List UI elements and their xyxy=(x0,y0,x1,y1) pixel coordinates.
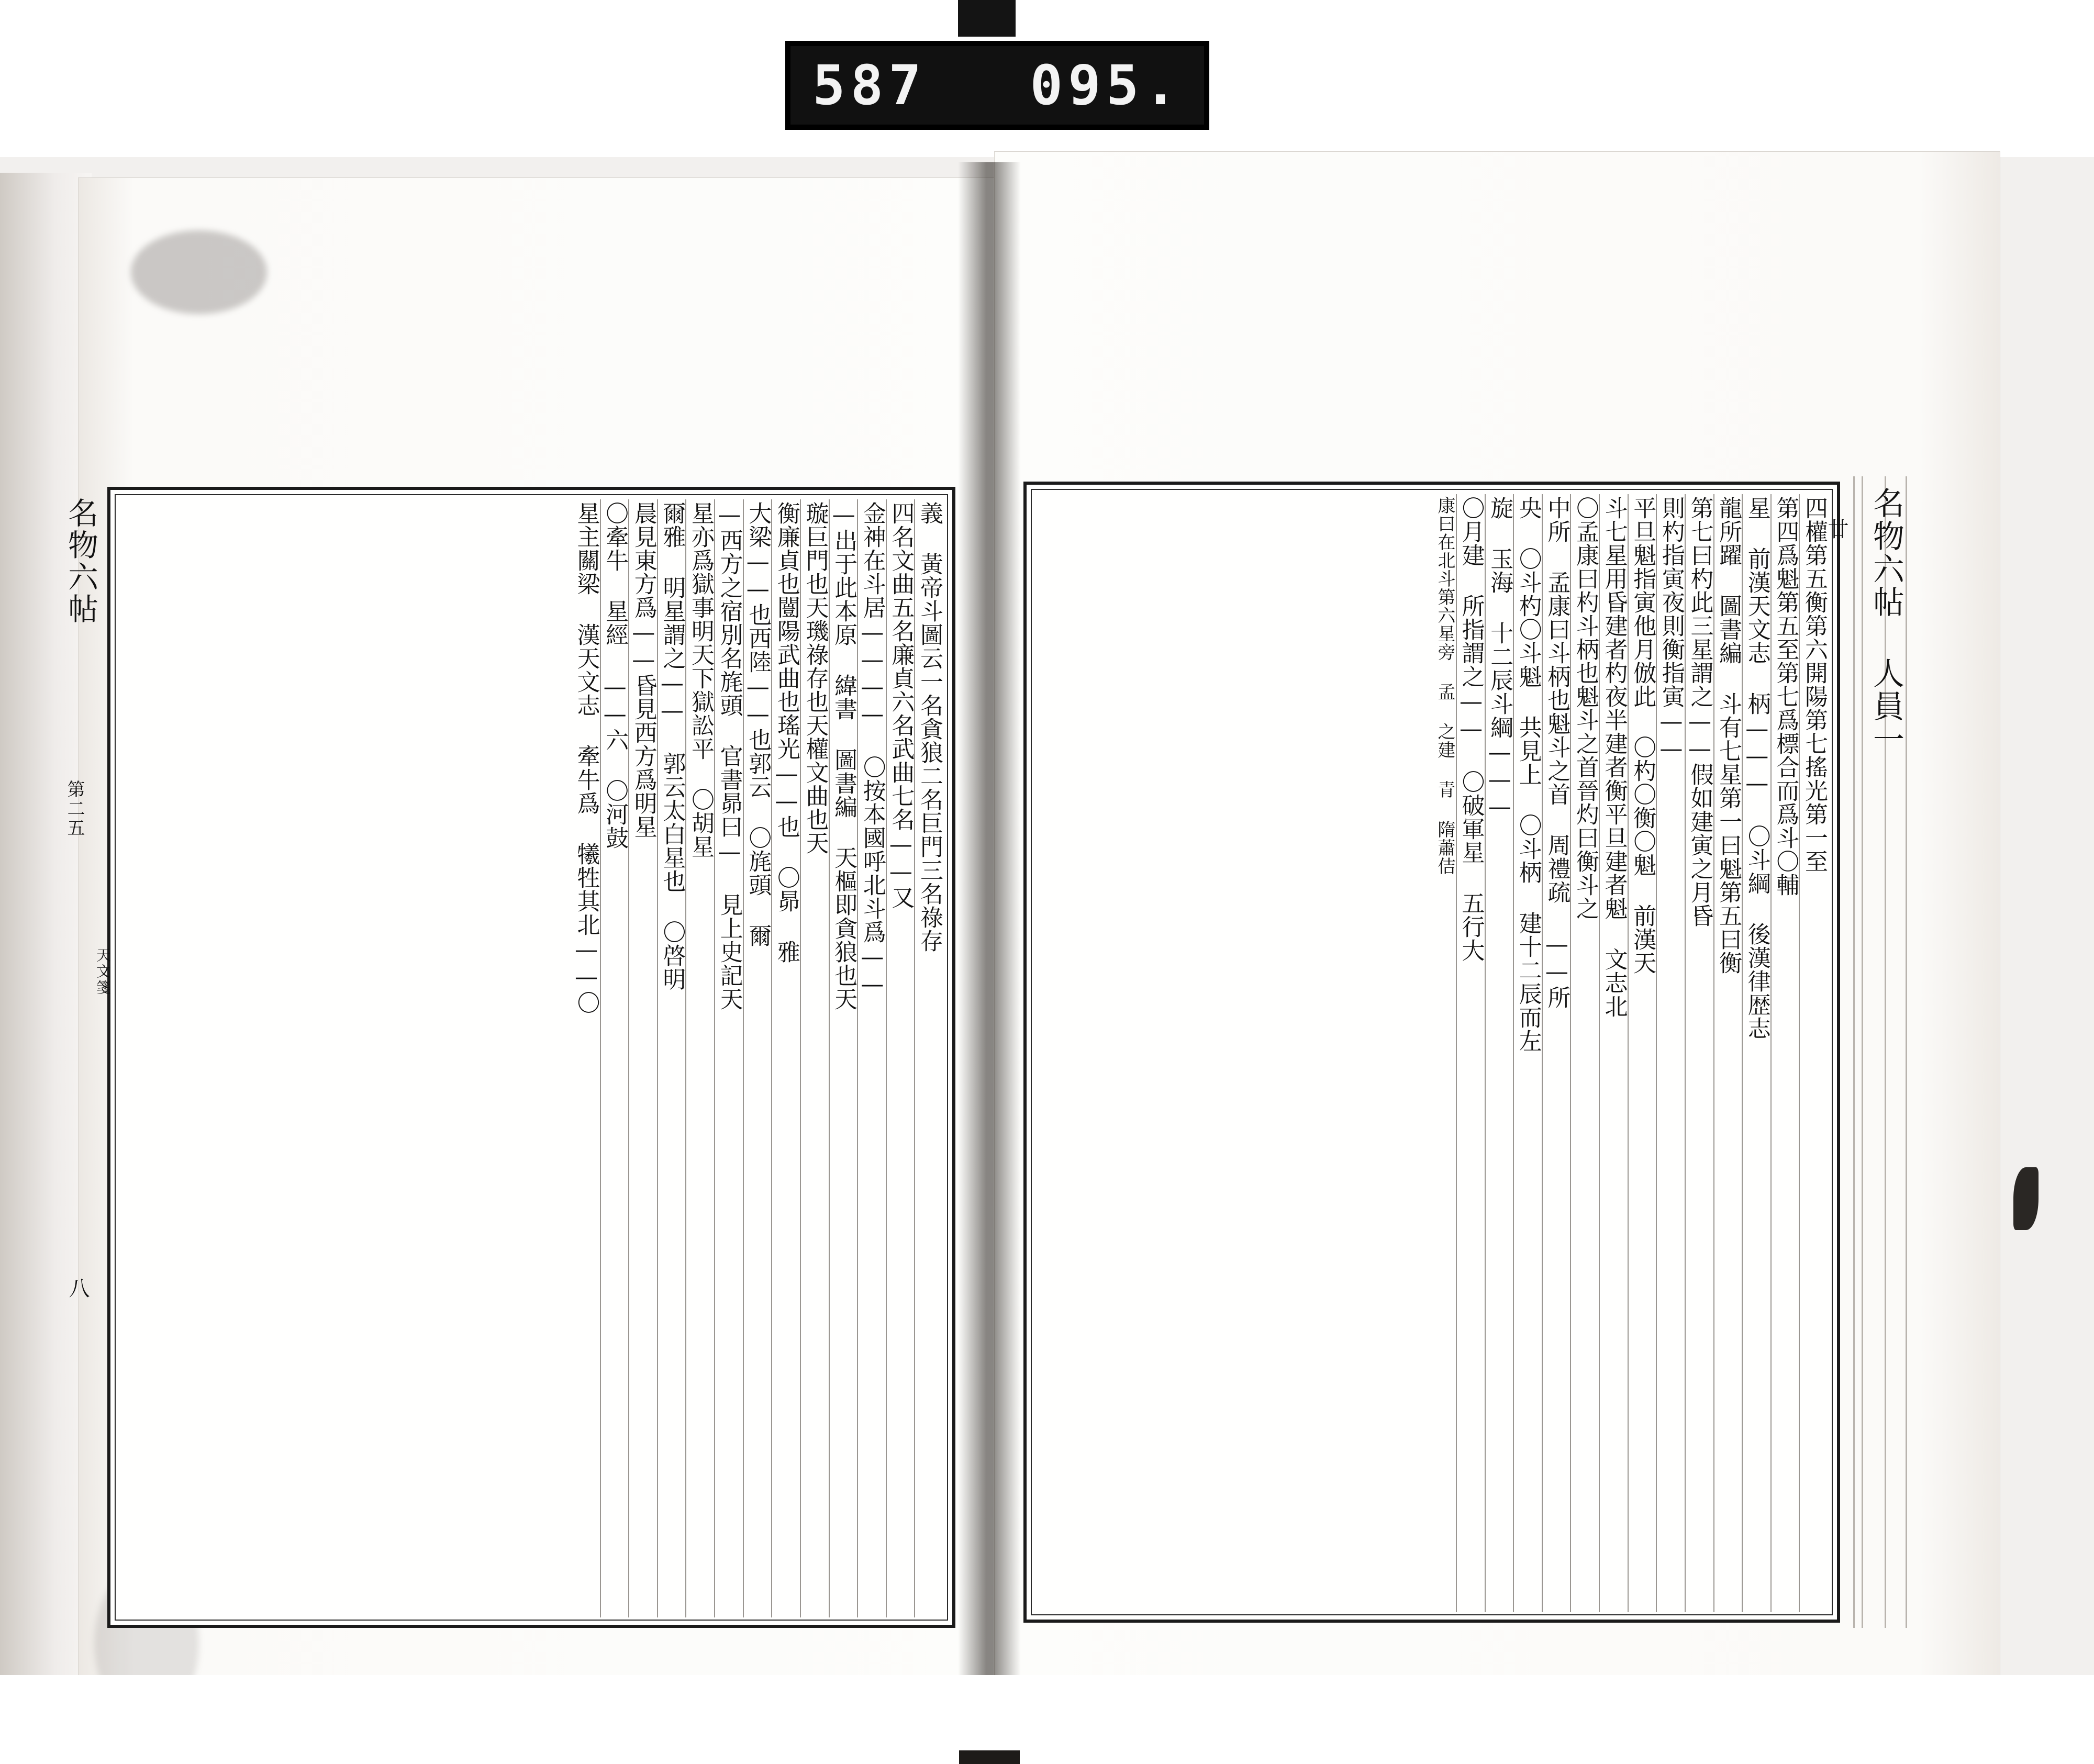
frame-counter xyxy=(785,41,1209,130)
left-col-4: —出于此本原 緯書 圖書編 天樞即貪狼也天 xyxy=(829,499,857,1617)
left-col-1: 義 黃帝斗圖云一名貪狼二名巨門三名祿存 xyxy=(914,499,943,1617)
left-col-5: 璇巨門也天璣祿存也天權文曲也天 xyxy=(800,499,829,1617)
right-col-14: 康曰在北斗第六星旁 孟 之建 青 隋蕭佶 xyxy=(1434,496,1455,875)
right-col-3: 星 前漢天文志 柄——— 〇斗綱 後漢律歴志 xyxy=(1742,494,1770,1612)
right-col-5: 第七曰杓此三星謂之——假如建寅之月昏 xyxy=(1685,494,1713,1612)
right-page-textblock xyxy=(1023,482,1840,1623)
film-left-margin xyxy=(0,173,92,1743)
right-col-11: 央 〇斗杓〇斗魁 共見上 〇斗柄 建十二辰而左 xyxy=(1513,494,1542,1612)
left-col-8: —西方之宿別名旄頭 官書昴曰— 見上史記天 xyxy=(714,499,743,1617)
right-col-8: 斗七星用昏建者杓夜半建者衡平旦建者魁 文志北 xyxy=(1599,494,1628,1612)
right-col-13: 〇月建 所指謂之—— 〇破軍星 五行大 xyxy=(1456,494,1485,1612)
left-col-11: 晨見東方爲——昏見西方爲明星 xyxy=(628,499,657,1617)
page-edge-blemish xyxy=(2013,1167,2039,1230)
right-col-1: 四權第五衡第六開陽第七搖光第一至 xyxy=(1799,494,1828,1612)
left-col-12: 〇牽牛 星經 ——六 〇河鼓 xyxy=(600,499,629,1617)
fore-edge-line-2 xyxy=(1862,476,1863,1628)
left-col-9: 星亦爲獄事明天下獄訟平 〇胡星 xyxy=(685,499,714,1617)
right-col-9: 〇孟康曰杓斗柄也魁斗之首晉灼曰衡斗之 xyxy=(1570,494,1599,1612)
book-gutter-shadow xyxy=(958,162,1021,1701)
right-page-running-title: 名物六帖 人員一 xyxy=(1868,487,1904,756)
left-page-running-title: 名物六帖 xyxy=(63,497,98,625)
film-sprocket-notch xyxy=(958,0,1016,37)
right-col-4: 龍所躍 圖書編 斗有七星第一曰魁第五曰衡 xyxy=(1713,494,1742,1612)
right-col-7: 平旦魁指寅他月倣此 〇杓〇衡〇魁 前漢天 xyxy=(1628,494,1656,1612)
left-page-columns xyxy=(120,499,943,1615)
left-col-2: 四名文曲五名廉貞六名武曲七名——又 xyxy=(886,499,915,1617)
frame-counter-left: 587 xyxy=(812,53,927,117)
left-col-13: 星主關梁 漢天文志 牽牛爲 犧牲其北——〇 xyxy=(573,501,600,1014)
right-page-number: 廿 xyxy=(1824,518,1848,541)
right-col-6: 則杓指寅夜則衡指寅—— xyxy=(1656,494,1685,1612)
scan-smudge-top-left xyxy=(131,230,267,314)
left-col-6: 衡廉貞也闓陽武曲也瑤光——也 〇昴 雅 xyxy=(771,499,800,1617)
film-bottom-border xyxy=(0,1675,2094,1750)
left-page-number: 八 xyxy=(65,1277,90,1300)
book-spread xyxy=(0,152,2094,1750)
left-page-volume-note: 第二五 xyxy=(64,780,85,838)
right-col-2: 第四爲魁第五至第七爲標合而爲斗〇輔 xyxy=(1770,494,1799,1612)
fore-edge-line-1 xyxy=(1853,476,1855,1628)
left-page-volume-subnote: 天文箋 xyxy=(94,947,112,996)
right-page-columns xyxy=(1036,494,1828,1610)
left-col-7: 大梁——也西陸——也郭云 〇旄頭 爾 xyxy=(743,499,772,1617)
left-col-3: 金神在斗居———— 〇按本國呼北斗爲—— xyxy=(857,499,886,1617)
left-page-textblock xyxy=(107,487,955,1628)
right-col-10: 中所 孟康曰斗柄也魁斗之首 周禮疏 ——所 xyxy=(1542,494,1570,1612)
frame-counter-right: 095. xyxy=(1030,53,1182,117)
left-col-10: 爾雅 明星謂之—— 郭云太白星也 〇啓明 xyxy=(657,499,686,1617)
right-col-12: 旋 玉海 十二辰斗綱——— xyxy=(1485,494,1513,1612)
